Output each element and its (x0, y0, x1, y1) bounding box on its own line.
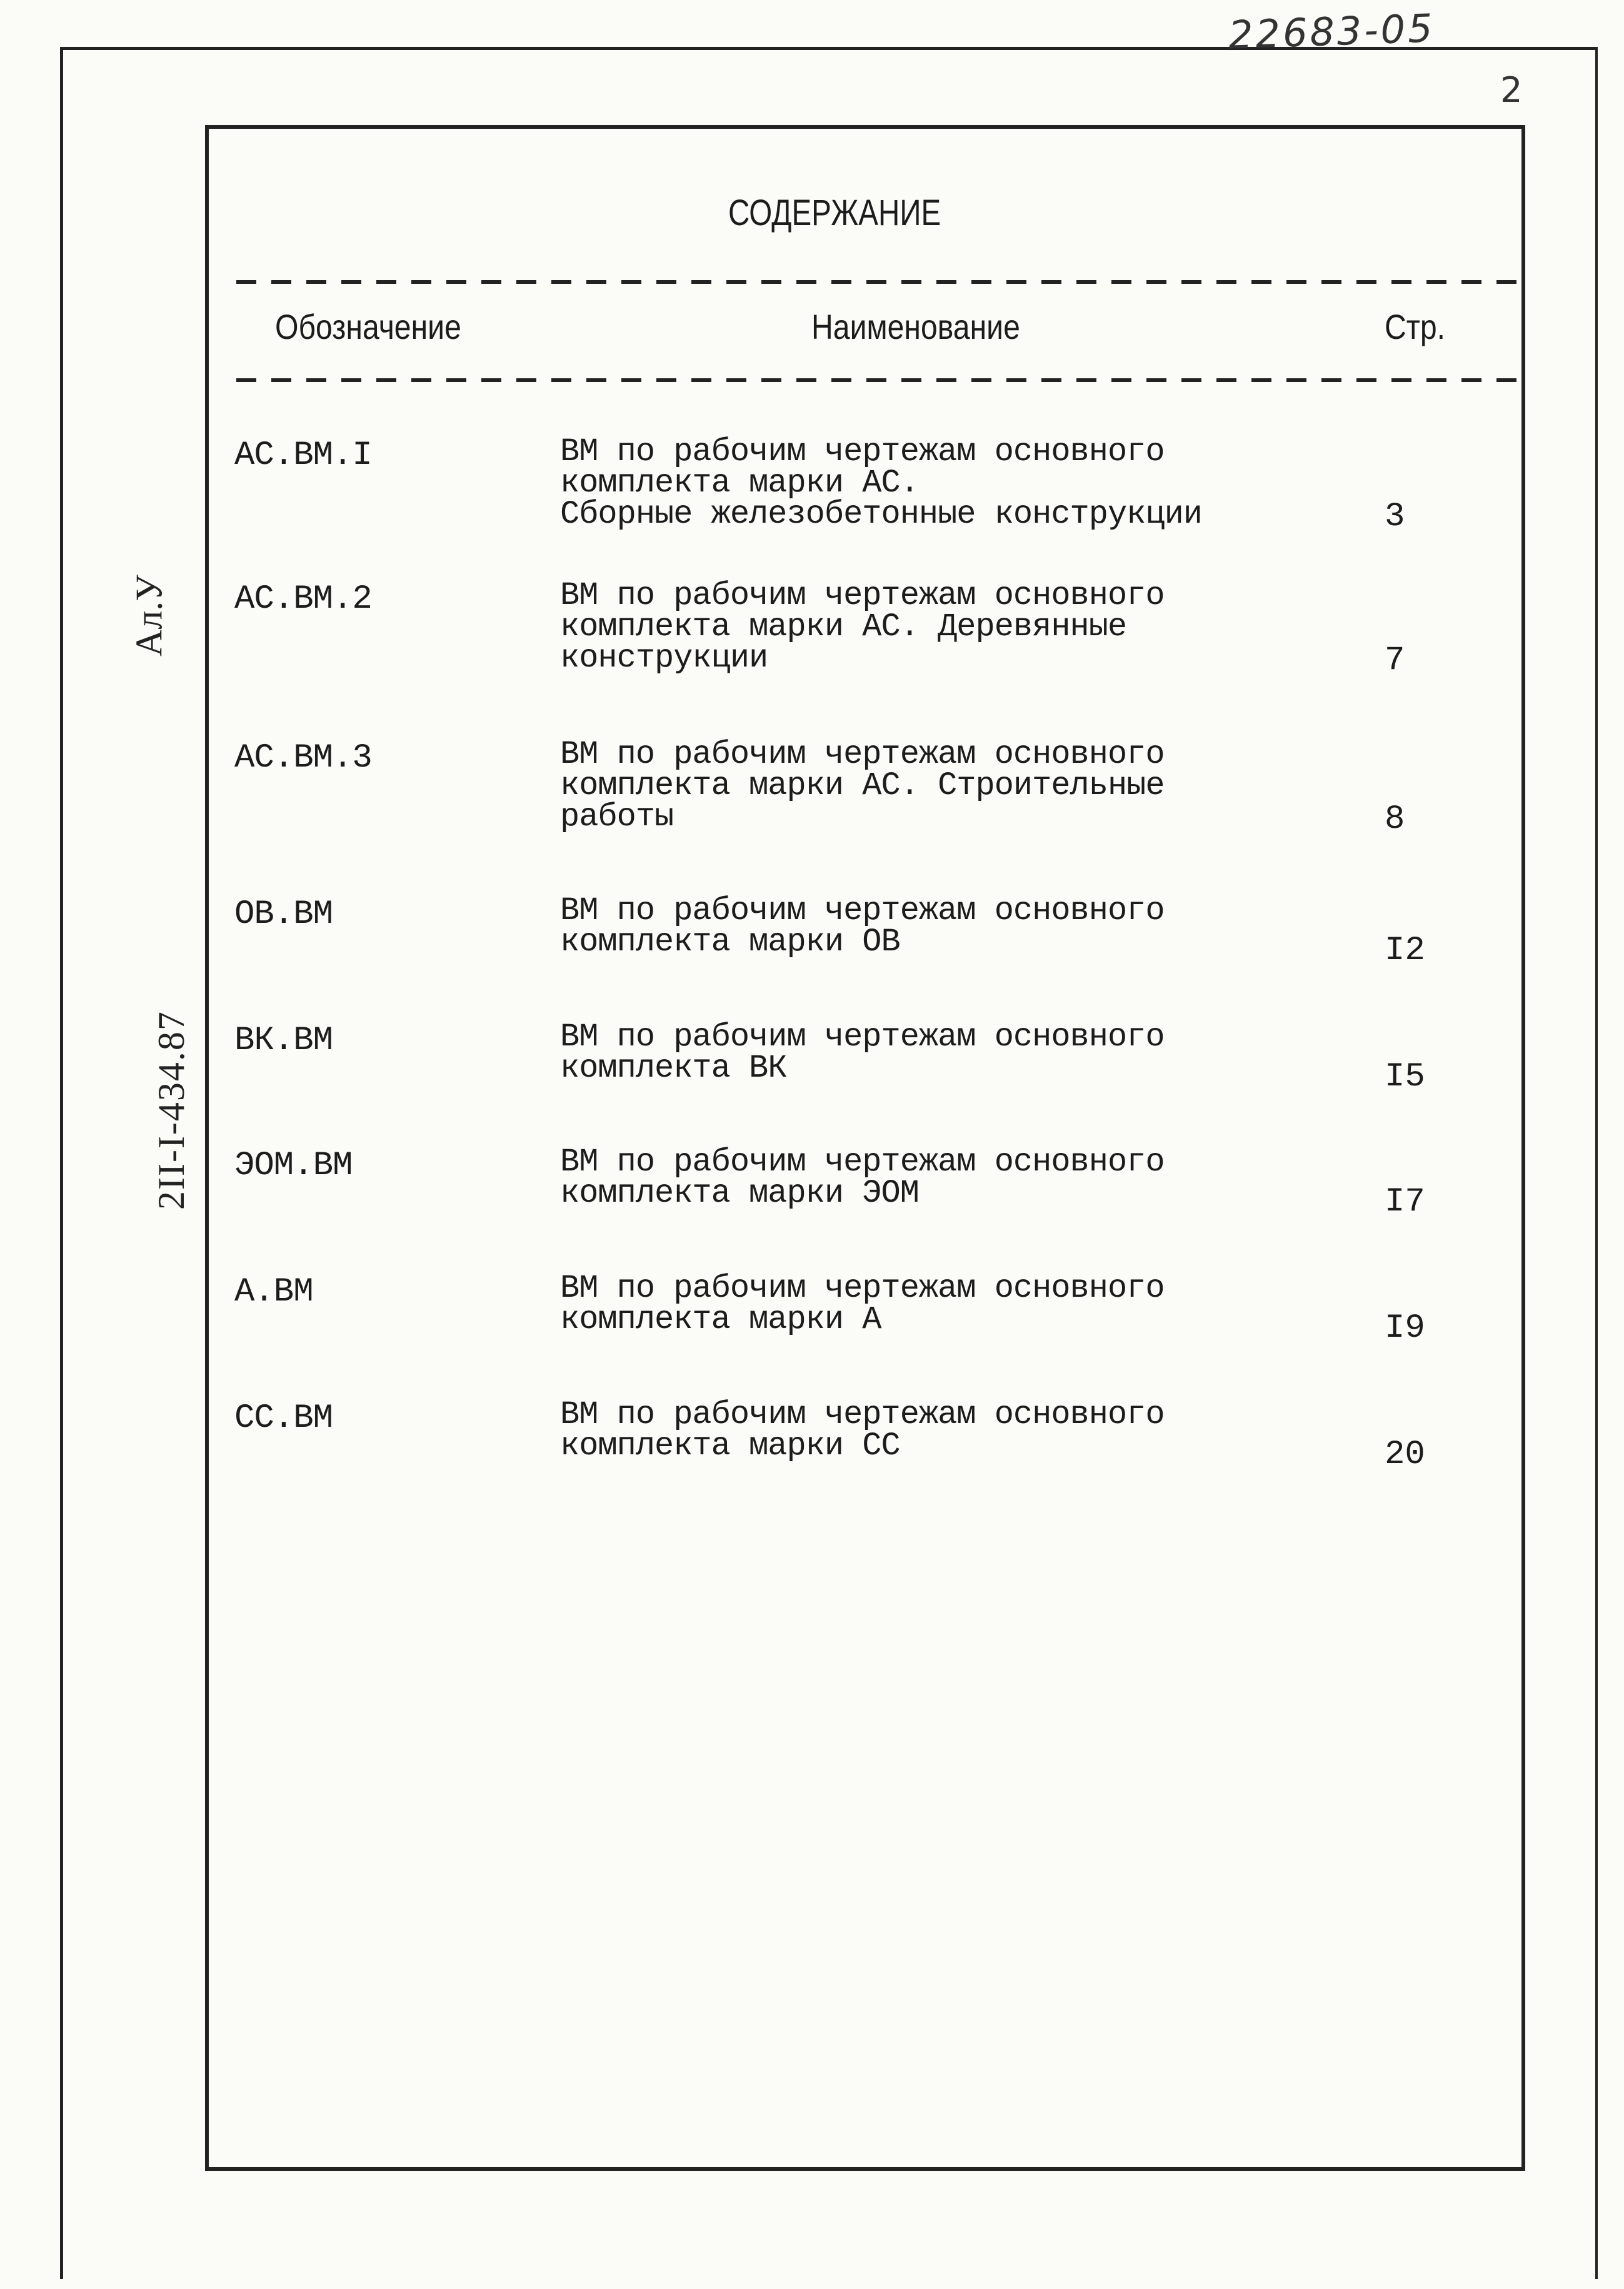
row-name: ВМ по рабочим чертежам основного комплекта марки АС. Деревянные конструкции (560, 577, 1165, 677)
row-page: I2 (1385, 932, 1425, 970)
sheet-format-stamp: Ал.У (128, 575, 170, 657)
row-designation: ОВ.ВМ (234, 895, 333, 933)
header-top-rule (236, 280, 1525, 284)
row-designation: А.ВМ (234, 1273, 313, 1311)
column-header-page: Стр. (1385, 307, 1446, 346)
row-name: ВМ по рабочим чертежам основного комплекта марки АС. Строительные работы (560, 736, 1165, 835)
row-page: 8 (1385, 800, 1405, 838)
column-header-designation: Обозначение (275, 307, 461, 346)
document-code: 22683-05 (1227, 5, 1436, 58)
row-name: ВМ по рабочим чертежам основного комплекта марки АС. Сборные железобетонные конструкции (560, 433, 1202, 533)
header-bottom-rule (236, 378, 1525, 382)
row-name: ВМ по рабочим чертежам основного комплекта ВК (560, 1019, 1165, 1087)
row-designation: СС.ВМ (234, 1399, 333, 1437)
row-page: 7 (1385, 641, 1405, 680)
row-designation: ЭОМ.ВМ (234, 1147, 353, 1185)
row-name: ВМ по рабочим чертежам основного комплекта марки ОВ (560, 892, 1165, 960)
row-page: 20 (1385, 1436, 1425, 1474)
row-designation: АС.ВМ.3 (234, 739, 372, 777)
row-designation: ВК.ВМ (234, 1022, 333, 1060)
page-number: 2 (1500, 70, 1523, 111)
column-header-name: Наименование (811, 307, 1020, 346)
page-title: СОДЕРЖАНИЕ (728, 193, 941, 233)
project-code-stamp: 2II-I-434.87 (151, 1010, 192, 1210)
row-designation: АС.ВМ.I (234, 436, 372, 475)
row-name: ВМ по рабочим чертежам основного комплекта марки ЭОМ (560, 1144, 1165, 1212)
row-designation: АС.ВМ.2 (234, 580, 372, 618)
row-page: 3 (1385, 498, 1405, 536)
row-name: ВМ по рабочим чертежам основного комплекта марки СС (560, 1396, 1165, 1464)
row-page: I7 (1385, 1183, 1425, 1221)
row-name: ВМ по рабочим чертежам основного комплекта марки А (560, 1270, 1165, 1338)
row-page: I9 (1385, 1309, 1425, 1347)
row-page: I5 (1385, 1058, 1425, 1096)
